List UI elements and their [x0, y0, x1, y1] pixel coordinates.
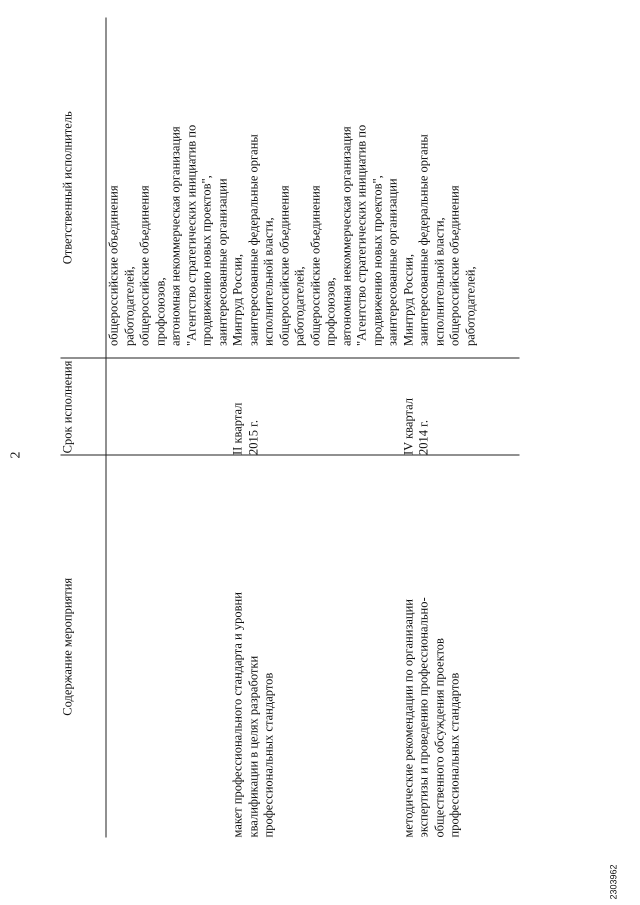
- responsible-line: "Агентство стратегических инициатив по: [354, 124, 368, 346]
- responsible-line: Минтруд России,: [400, 253, 415, 346]
- responsible-line: общероссийские объединения: [447, 184, 461, 346]
- table-row: [401, 17, 519, 837]
- responsible-line: Минтруд России,: [230, 253, 244, 346]
- content-line: экспертизы и проведению профессионально-: [416, 596, 430, 837]
- table-row: [106, 17, 231, 837]
- content-line: квалификации в целях разработки: [245, 655, 260, 837]
- responsible-line: работодателей,: [121, 265, 136, 346]
- responsible-cell: [401, 17, 519, 358]
- responsible-line: автономная некоммерческая организация: [168, 125, 182, 346]
- responsible-line: автономная некоммерческая организация: [338, 125, 353, 346]
- document-code: 2303962: [608, 863, 618, 899]
- responsible-line: общероссийские объединения: [137, 184, 151, 346]
- table-header-row: [60, 17, 106, 837]
- deadline-line: II квартал: [230, 402, 244, 455]
- content-cell: [106, 455, 231, 837]
- content-line: методические рекомендации по организации: [400, 598, 415, 837]
- responsible-line: исполнительной власти,: [261, 216, 275, 346]
- responsible-line: заинтересованные организации: [385, 177, 399, 346]
- responsible-line: продвижению новых проектов",: [369, 174, 384, 346]
- table-row: [230, 17, 401, 837]
- header-deadline: Срок исполнения: [60, 358, 106, 455]
- responsible-line: общероссийские объединения: [307, 184, 322, 346]
- deadline-cell: [230, 358, 401, 455]
- responsible-line: исполнительной власти,: [431, 216, 446, 346]
- deadline-line: IV квартал: [400, 397, 415, 455]
- content-line: профессиональных стандартов: [261, 672, 275, 837]
- deadline-line: 2015 г.: [245, 419, 260, 455]
- content-line: макет профессионального стандарта и уровни: [230, 591, 244, 837]
- responsible-line: работодателей,: [292, 265, 306, 346]
- deadline-cell: [401, 358, 519, 455]
- content-line: профессиональных стандартов: [447, 672, 461, 837]
- content-cell: [401, 455, 519, 837]
- responsible-cell: [230, 17, 401, 358]
- content-line: общественного обсуждения проектов: [431, 637, 446, 837]
- header-content: Содержание мероприятия: [60, 455, 106, 837]
- responsible-line: заинтересованные федеральные органы: [245, 133, 260, 346]
- responsible-line: заинтересованные организации: [214, 177, 229, 346]
- responsible-line: продвижению новых проектов",: [199, 174, 213, 346]
- responsible-line: работодателей,: [462, 265, 477, 346]
- responsible-line: профсоюзов,: [152, 276, 167, 346]
- responsible-line: общероссийские объединения: [276, 184, 291, 346]
- responsible-line: "Агентство стратегических инициатив по: [183, 124, 198, 346]
- responsible-cell: [106, 17, 231, 358]
- responsible-line: заинтересованные федеральные органы: [416, 133, 430, 346]
- responsible-line: профсоюзов,: [323, 276, 337, 346]
- deadline-cell: [106, 358, 231, 455]
- responsible-line: общероссийские объединения: [106, 184, 120, 346]
- deadline-line: 2014 г.: [416, 419, 430, 455]
- measures-table: [60, 17, 519, 837]
- page-number: 2: [8, 451, 23, 458]
- content-cell: [230, 455, 401, 837]
- header-responsible: Ответственный исполнитель: [60, 17, 106, 358]
